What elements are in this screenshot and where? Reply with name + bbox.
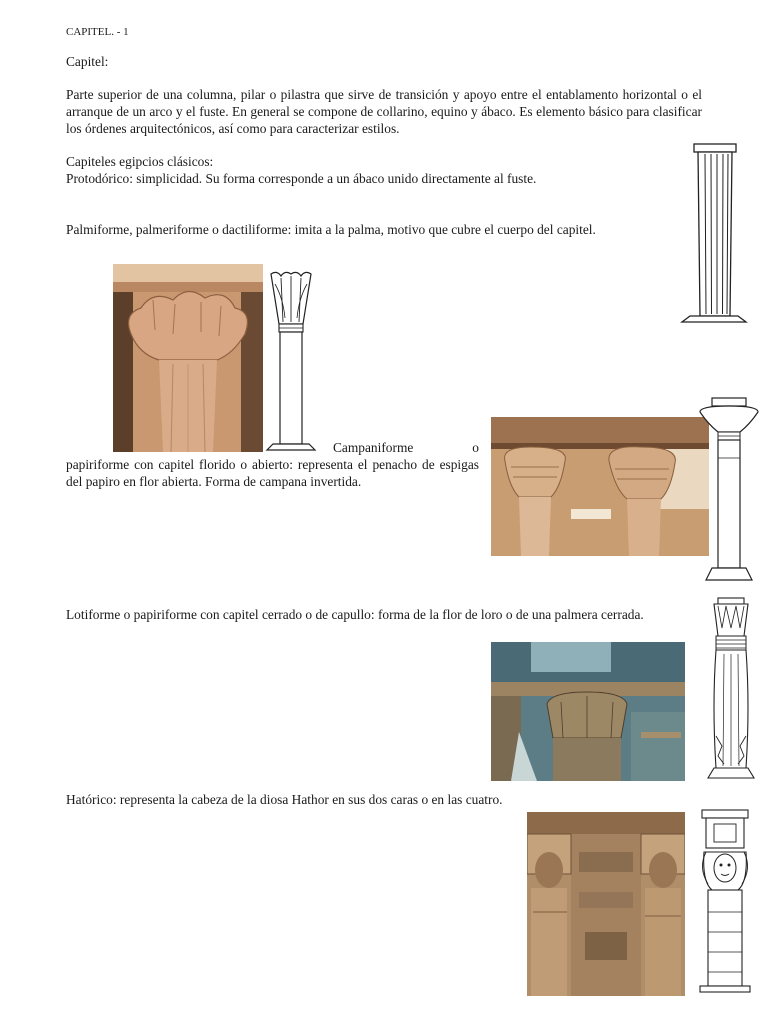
palmiforme-text: Palmiforme, palmeriforme o dactiliforme: imita a la palma, motivo que cubre el cuerpo del capitel.: [66, 222, 596, 237]
hathoric-capitals-photo: [527, 812, 685, 996]
campaniform-capitals-photo: [491, 417, 709, 556]
doc-title: Capitel:: [66, 54, 109, 69]
hathoric-column-drawing: [696, 808, 754, 994]
campaniforme-heading: [333, 439, 479, 456]
egyptian-heading: Capiteles egipcios clásicos:: [66, 154, 214, 169]
page-header: CAPITEL. - 1: [66, 26, 129, 38]
campaniform-column-drawing: [696, 394, 762, 584]
lotiforme-text: Lotiforme o papiriforme con capitel cerrado o de capullo: forma de la flor de loro o de una palmera cerrada.: [66, 607, 644, 622]
hatorico-text: Hatórico: representa la cabeza de la diosa Hathor en sus dos caras o en las cuatro.: [66, 792, 503, 807]
protodoric-column-drawing: [676, 140, 752, 328]
palmiform-capital-photo: [113, 264, 263, 452]
campaniforme-heading-text: Campaniforme o: [333, 440, 479, 455]
campaniforme-text: papiriforme con capitel florido o abierto: representa el penacho de espigas del papiro en flor abierta. Forma de campana invertida.: [66, 457, 479, 489]
palmiform-column-drawing: [263, 268, 319, 454]
lotiform-column-drawing: [704, 596, 758, 780]
definition-paragraph: Parte superior de una columna, pilar o pilastra que sirve de transición y apoyo entre el entablamento horizontal o el arranque de un arco y el fuste. En general se compone de collarino, equino y ábaco. Es elemento básico para clasificar los órdenes arquitectónicos, así como para caracterizar estilos.: [66, 87, 702, 136]
lotiform-capitals-photo: [491, 642, 685, 781]
protodorico-text: Protodórico: simplicidad. Su forma corresponde a un ábaco unido directamente al fuste.: [66, 171, 537, 186]
